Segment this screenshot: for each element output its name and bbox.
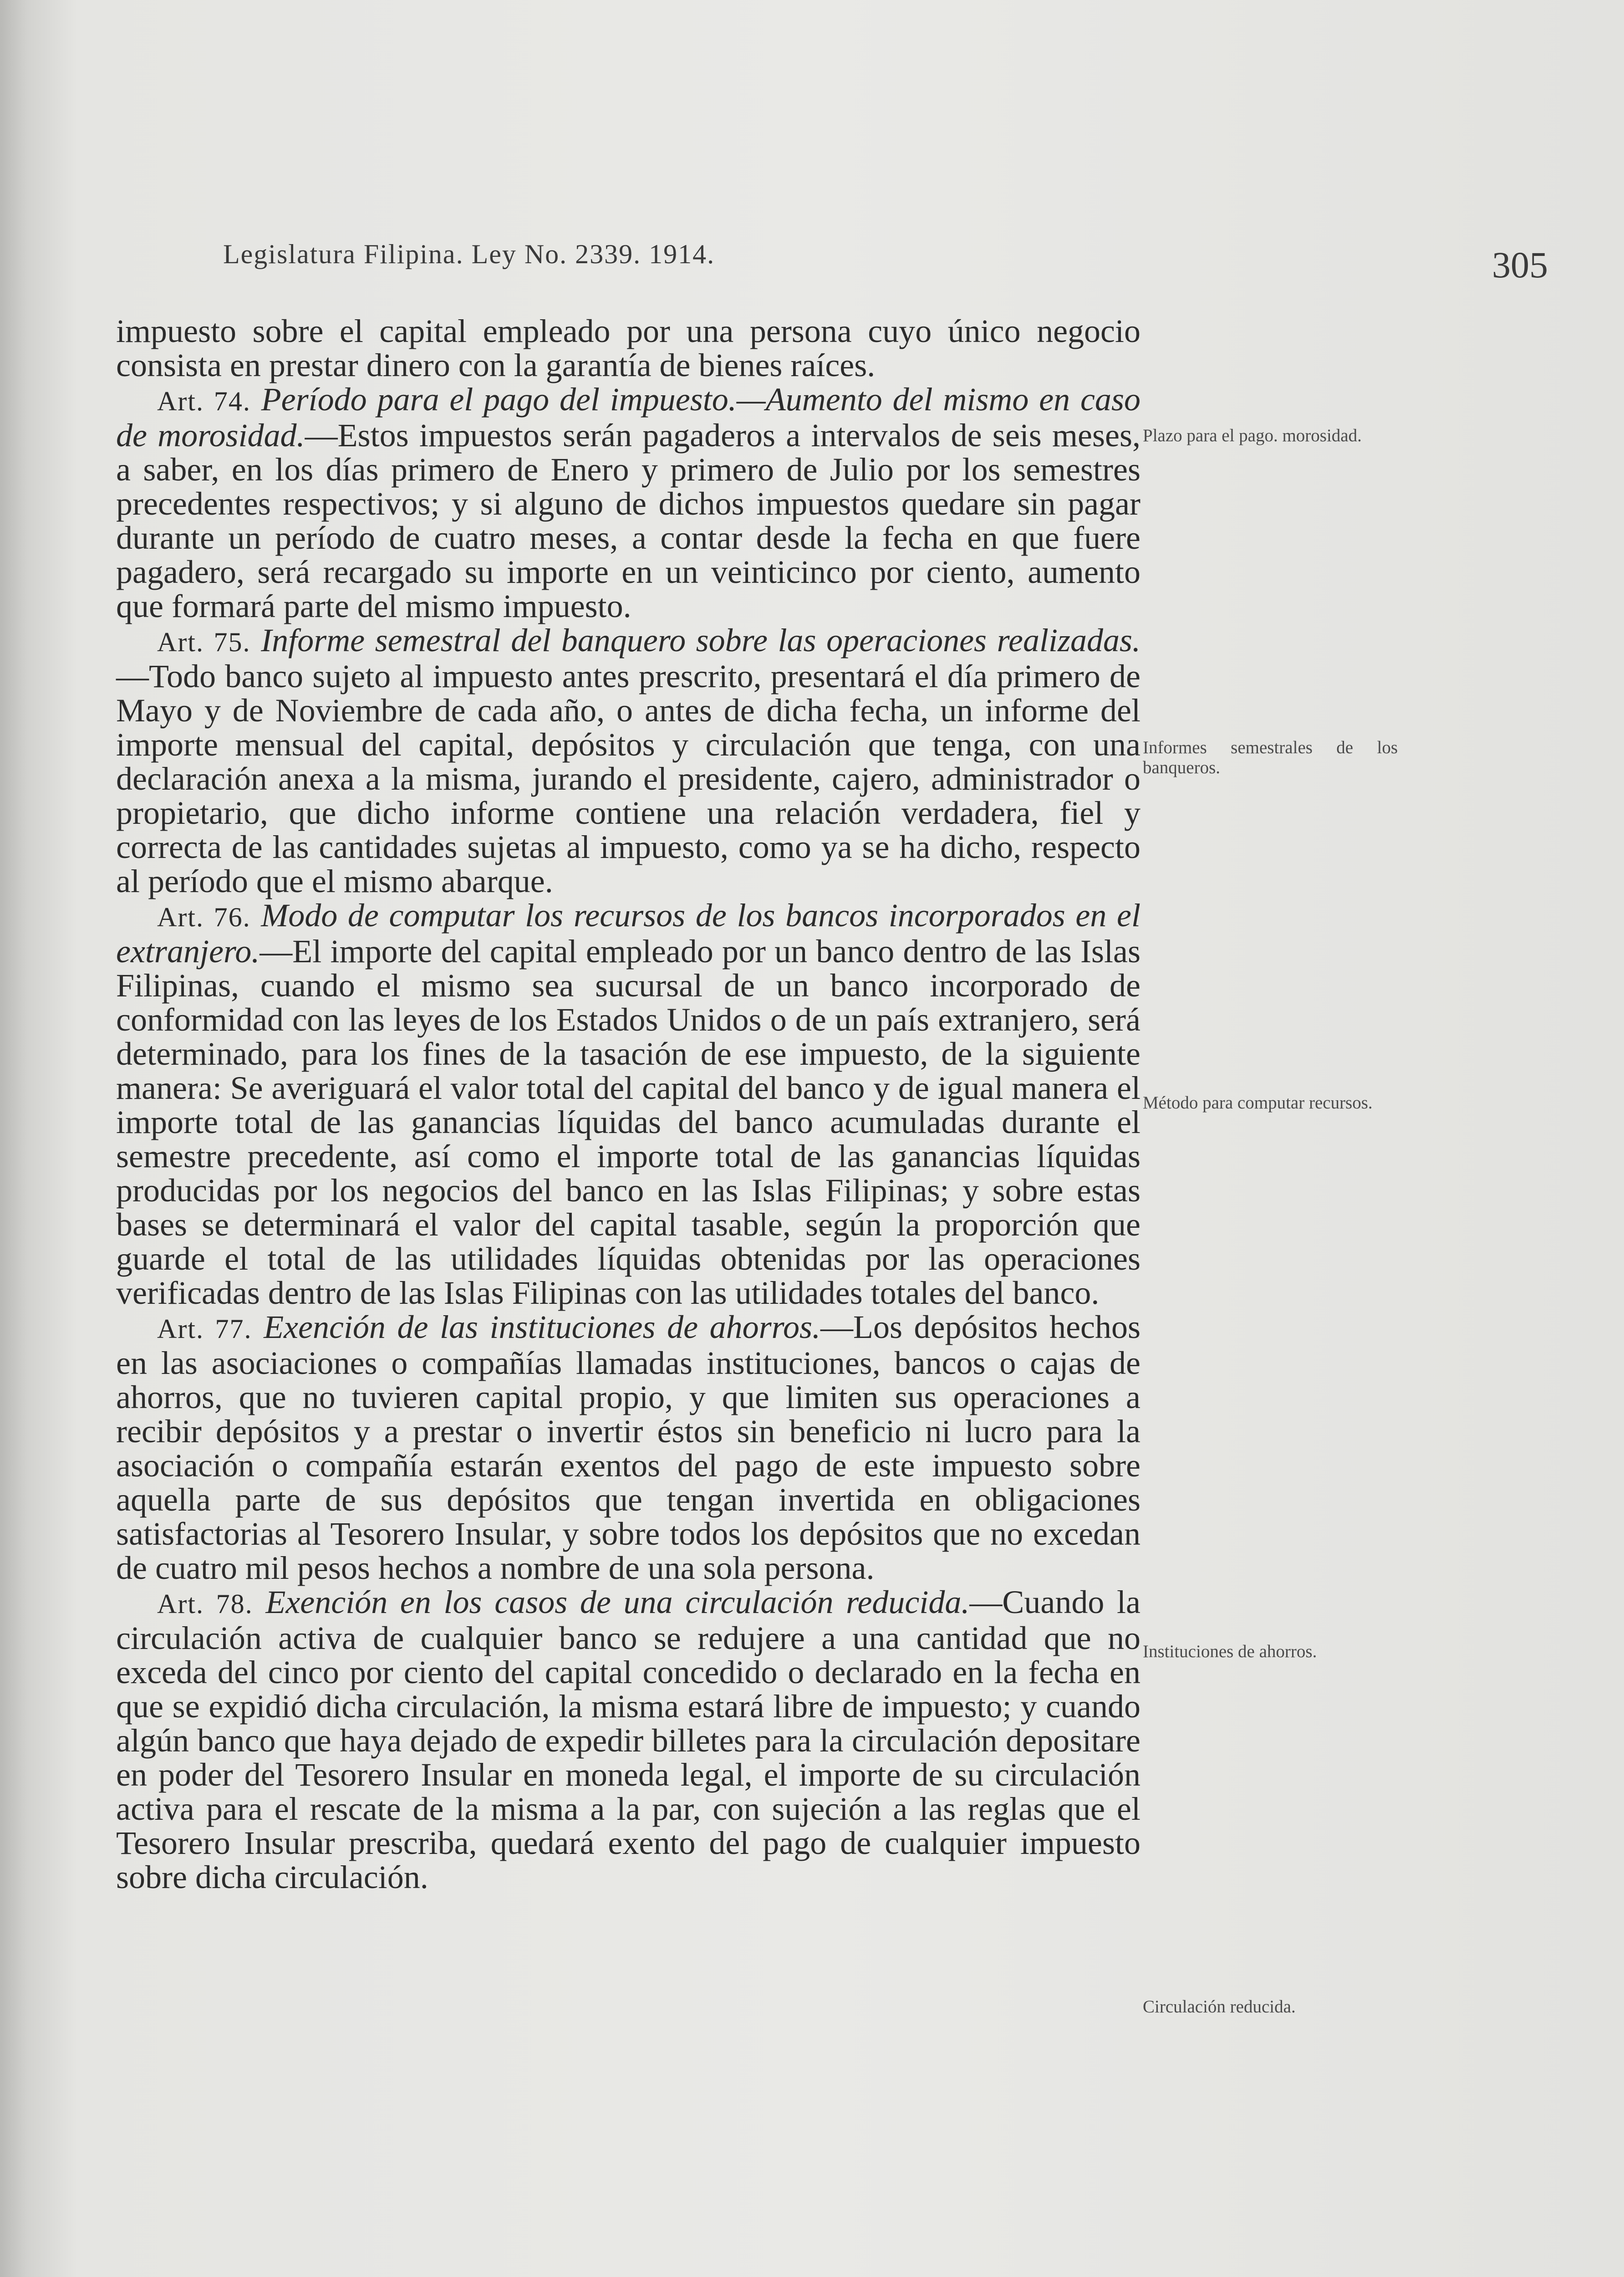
- page-number: 305: [1492, 244, 1548, 286]
- article-77: [116, 1310, 1140, 1585]
- running-head: [223, 237, 1134, 282]
- article-74: [116, 383, 1140, 623]
- margin-note-art-74: Plazo para el pago. morosidad.: [1143, 426, 1362, 445]
- article-title: Exención en los casos de una circulación reducida.: [265, 1584, 970, 1620]
- article-title: Período para el pago del impuesto.—Aumento del mismo en caso de morosidad.: [116, 381, 1141, 454]
- article-title: Exención de las instituciones de ahorros.: [264, 1309, 820, 1345]
- article-title: Informe semestral del banquero sobre las operaciones realizadas.: [261, 622, 1140, 659]
- article-label: Art. 74.: [157, 386, 251, 416]
- article-text: —Estos impuestos serán pagaderos a intervalos de seis meses, a saber, en los días primero de Enero y primero de Julio por los semestres precedentes respectivos; y si alguno de dichos impuestos quedare sin pagar durante un período de cuatro meses, a contar desde la fecha en que fuere pagadero, será recargado su importe en un veinticinco por ciento, aumento que formará parte del mismo impuesto.: [116, 417, 1140, 624]
- margin-note-art-77: Instituciones de ahorros.: [1143, 1642, 1317, 1661]
- article-label: Art. 78.: [157, 1589, 253, 1619]
- article-label: Art. 76.: [157, 902, 251, 932]
- article-text: —Todo banco sujeto al impuesto antes prescrito, presentará el día primero de Mayo y de Noviembre de cada año, o antes de dicha fecha, un informe del importe mensual del capital, depósitos y circulación que tenga, con una declaración anexa a la misma, jurando el presidente, cajero, administrador o propietario, que dicho informe contiene una relación verdadera, fiel y correcta de las cantidades sujetas al impuesto, como ya se ha dicho, respecto al período que el mismo abarque.: [116, 658, 1140, 899]
- article-text: —Los depósitos hechos en las asociaciones o compañías llamadas instituciones, bancos o cajas de ahorros, que no tuvieren capital propio, y que limiten sus operaciones a recibir depósitos y a prestar o invertir éstos sin beneficio ni lucro para la asociación o compañía estarán exentos del pago de este impuesto sobre aquella parte de sus depósitos que tengan invertida en obligaciones satisfactorias al Tesorero Insular, y sobre todos los depósitos que no excedan de cuatro mil pesos hechos a nombre de una sola persona.: [116, 1309, 1140, 1586]
- margin-note-art-75: Informes semestrales de los banqueros.: [1143, 738, 1398, 777]
- running-head-text: Legislatura Filipina. Ley No. 2339. 1914.: [223, 239, 715, 269]
- margin-note-art-76: Método para computar recursos.: [1143, 1093, 1373, 1113]
- article-text: —Cuando la circulación activa de cualquier banco se redujere a una cantidad que no exceda del cinco por ciento del capital concedido o declarado en la fecha en que se expidió dicha circulación, la misma estará libre de impuesto; y cuando algún banco que haya dejado de expedir billetes para la circulación depositare en poder del Tesorero Insular en moneda legal, el importe de su circulación activa para el rescate de la misma a la par, con sujeción a las reglas que el Tesorero Insular prescriba, quedará exento del pago de cualquier impuesto sobre dicha circulación.: [116, 1584, 1141, 1895]
- body-text: [116, 314, 1140, 2277]
- article-label: Art. 75.: [157, 627, 251, 657]
- article-75: [116, 623, 1140, 899]
- article-76: [116, 899, 1140, 1310]
- article-text: —El importe del capital empleado por un banco dentro de las Islas Filipinas, cuando el mismo sea sucursal de un banco incorporado de conformidad con las leyes de los Estados Unidos o de un país extranjero, será determinado, para los fines de la tasación de ese impuesto, de la siguiente manera: Se averiguará el valor total del capital del banco y de igual manera el importe total de las ganancias líquidas del banco acumuladas durante el semestre precedente, así como el importe total de las ganancias líquidas producidas por los negocios del banco en las Islas Filipinas; y sobre estas bases se determinará el valor del capital tasable, según la proporción que guarde el total de las utilidades líquidas obtenidas por las operaciones verificadas dentro de las Islas Filipinas con las utilidades totales del banco.: [116, 933, 1140, 1311]
- intro-paragraph: impuesto sobre el capital empleado por una persona cuyo único negocio consista en prestar dinero con la garantía de bienes raíces.: [116, 313, 1140, 383]
- margin-note-art-78: Circulación reducida.: [1143, 1997, 1296, 2017]
- article-78: [116, 1585, 1140, 1894]
- article-title: Modo de computar los recursos de los bancos incorporados en el extranjero.: [116, 897, 1140, 970]
- article-label: Art. 77.: [157, 1314, 252, 1344]
